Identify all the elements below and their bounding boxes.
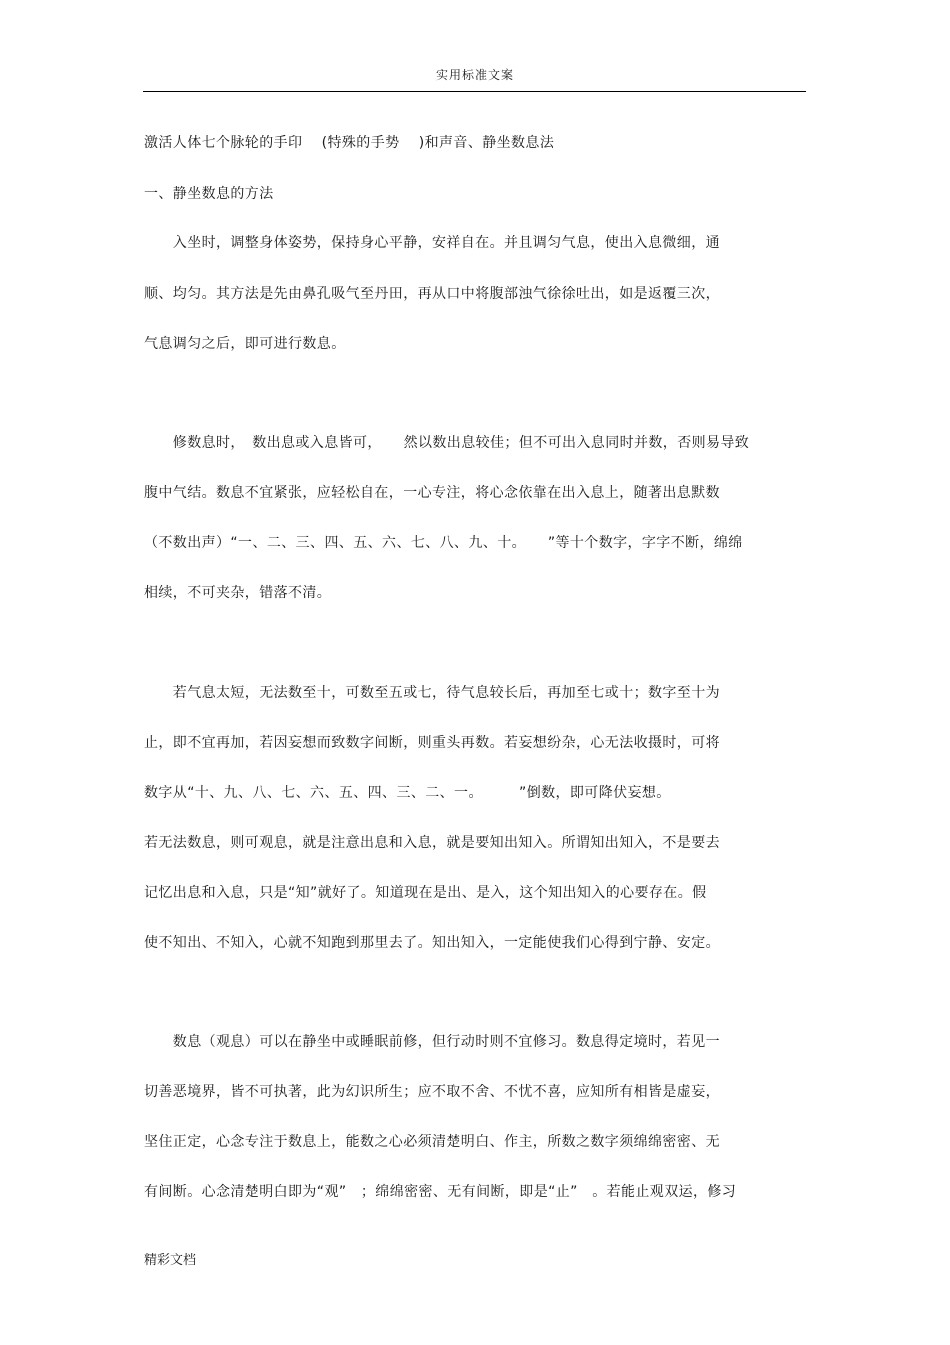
- paragraph-line: （不数出声）“一、二、三、四、五、六、七、八、九、十。 ”等十个数字，字字不断，绵绵: [144, 535, 743, 551]
- paragraph-line: 使不知出、不知入，心就不知跑到那里去了。知出知入，一定能使我们心得到宁静、安定。: [144, 935, 720, 951]
- section-heading: 一、静坐数息的方法: [144, 186, 274, 202]
- header-divider: [143, 91, 806, 92]
- paragraph-line: 止，即不宜再加，若因妄想而致数字间断，则重头再数。若妄想纷杂，心无法收摄时，可将: [144, 735, 720, 751]
- paragraph-line: 切善恶境界，皆不可执著，此为幻识所生；应不取不舍、不忧不喜，应知所有相皆是虚妄，: [144, 1084, 720, 1100]
- paragraph-line: 若无法数息，则可观息，就是注意出息和入息，就是要知出知入。所谓知出知入，不是要去: [144, 835, 720, 851]
- paragraph-line: 修数息时， 数出息或入息皆可， 然以数出息较佳；但不可出入息同时并数，否则易导致: [144, 435, 750, 451]
- paragraph-line: 气息调匀之后，即可进行数息。: [144, 336, 346, 352]
- page-footer: 精彩文档: [144, 1253, 197, 1268]
- paragraph-line: 入坐时，调整身体姿势，保持身心平静，安祥自在。并且调匀气息，使出入息微细，通: [144, 235, 720, 251]
- paragraph-line: 有间断。心念清楚明白即为“观” ；绵绵密密、无有间断，即是“止” 。若能止观双运，修习: [144, 1184, 737, 1200]
- paragraph-line: 坚住正定，心念专注于数息上，能数之心必须清楚明白、作主，所数之数字须绵绵密密、无: [144, 1134, 720, 1150]
- paragraph-line: 腹中气结。数息不宜紧张，应轻松自在，一心专注，将心念依靠在出入息上，随著出息默数: [144, 485, 720, 501]
- paragraph-line: 数息（观息）可以在静坐中或睡眠前修，但行动时则不宜修习。数息得定境时，若见一: [144, 1034, 720, 1050]
- paragraph-line: 记忆出息和入息，只是“知”就好了。知道现在是出、是入，这个知出知入的心要存在。假: [144, 885, 707, 901]
- page-header: 实用标准文案: [435, 68, 514, 82]
- paragraph-line: 顺、均匀。其方法是先由鼻孔吸气至丹田，再从口中将腹部浊气徐徐吐出，如是返覆三次，: [144, 286, 720, 302]
- paragraph-line: 若气息太短，无法数至十，可数至五或七，待气息较长后，再加至七或十；数字至十为: [144, 685, 720, 701]
- document-title: 激活人体七个脉轮的手印 (特殊的手势 )和声音、静坐数息法: [144, 135, 555, 151]
- paragraph-line: 相续，不可夹杂，错落不清。: [144, 585, 332, 601]
- paragraph-line: 数字从“十、九、八、七、六、五、四、三、二、一。 ”倒数，即可降伏妄想。: [144, 785, 671, 801]
